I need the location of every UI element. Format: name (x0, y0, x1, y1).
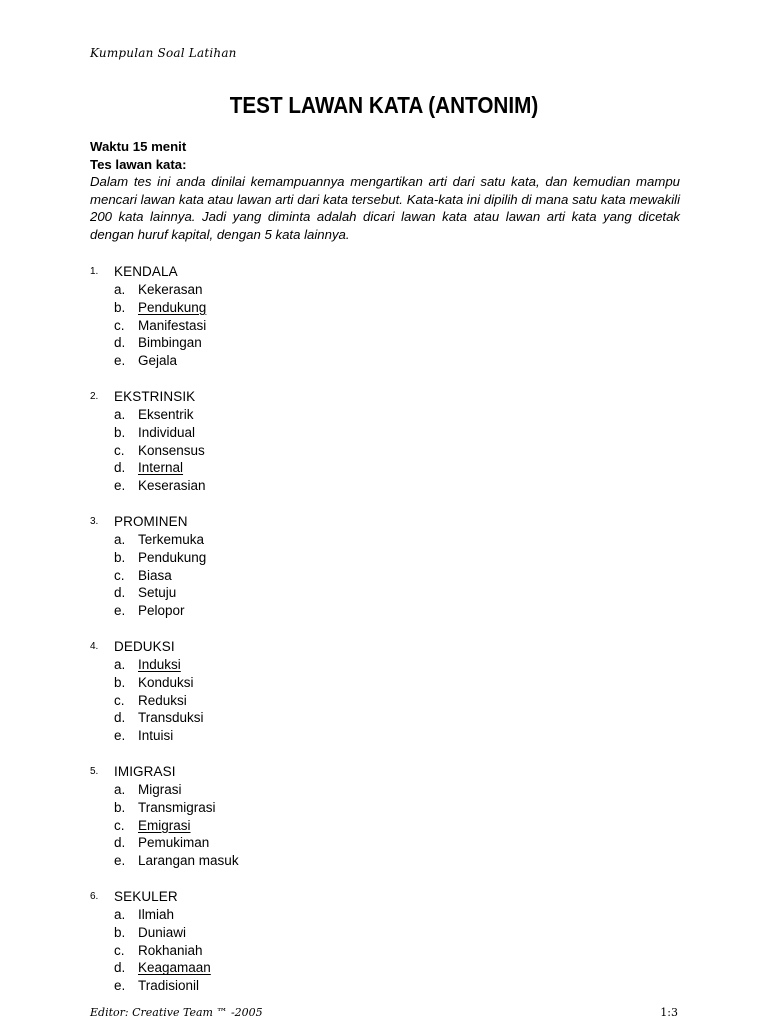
question-number: 6. (90, 890, 99, 902)
answer-option (90, 817, 690, 835)
question-word: KENDALA (114, 264, 178, 279)
answer-option (90, 334, 690, 352)
answer-option (90, 942, 690, 960)
option-text: Setuju (138, 585, 177, 601)
question-header (90, 887, 690, 906)
option-letter: a. (114, 656, 126, 672)
option-letter: a. (114, 282, 126, 297)
question-word: IMIGRASI (114, 763, 176, 779)
answer-option (90, 799, 690, 817)
option-letter: c. (114, 817, 125, 833)
option-text: Manifestasi (138, 317, 207, 333)
answer-option (90, 852, 690, 870)
option-letter: e. (114, 978, 126, 994)
option-text: Eksentrik (138, 406, 194, 422)
option-text: Intuisi (138, 728, 174, 744)
question-number: 1. (90, 266, 99, 277)
answer-option (90, 442, 690, 460)
option-text: Pendukung (138, 549, 207, 565)
question-item (90, 512, 690, 620)
answer-option (90, 424, 690, 442)
option-text: Transmigrasi (138, 799, 216, 815)
option-text-correct: Emigrasi (138, 817, 191, 833)
option-letter: b. (114, 799, 126, 815)
question-item (90, 887, 690, 995)
intro-description: Dalam tes ini anda dinilai kemampuannya mengartikan arti dari satu kata, dan kemudian mampu mencari lawan kata atau lawan arti dari kata tersebut. Kata-kata ini dipilih di mana satu kata mewakili 200 kata lainnya. Jadi yang diminta adalah dicari lawan kata atau lawan arti kata yang dicetak dengan huruf kapital, dengan 5 kata lainnya. (90, 174, 680, 242)
option-letter: d. (114, 960, 126, 976)
answer-option (90, 549, 690, 567)
option-letter: c. (114, 567, 125, 583)
question-number: 2. (90, 390, 99, 402)
option-text: Ilmiah (138, 906, 175, 922)
answer-option (90, 977, 690, 995)
answer-option (90, 531, 690, 549)
answer-option (90, 709, 690, 727)
answer-option (90, 459, 690, 477)
footer-editor: Editor: Creative Team ™ -2005 (90, 1006, 263, 1019)
answer-option (90, 674, 690, 692)
time-limit: Waktu 15 menit (90, 139, 187, 154)
option-text: Transduksi (138, 710, 204, 726)
question-number: 3. (90, 515, 99, 527)
option-letter: e. (114, 728, 126, 744)
question-item (90, 762, 690, 870)
option-text-correct: Induksi (138, 656, 181, 672)
option-text: Migrasi (138, 781, 182, 797)
option-letter: d. (114, 710, 126, 726)
question-word: EKSTRINSIK (114, 388, 196, 404)
answer-option (90, 567, 690, 585)
question-number: 5. (90, 765, 99, 777)
option-letter: a. (114, 531, 126, 547)
question-header (90, 387, 690, 406)
answer-option (90, 959, 690, 977)
option-letter: b. (114, 549, 126, 565)
question-word: SEKULER (114, 888, 178, 904)
option-letter: d. (114, 835, 126, 851)
option-text: Bimbingan (138, 335, 202, 351)
option-letter: c. (114, 942, 125, 958)
answer-option (90, 692, 690, 710)
option-letter: b. (114, 674, 126, 690)
option-letter: e. (114, 853, 126, 869)
answer-option (90, 656, 690, 674)
answer-option (90, 727, 690, 745)
page-title: TEST LAWAN KATA (ANTONIM) (229, 92, 539, 118)
question-header (90, 512, 690, 531)
option-text: Tradisionil (138, 978, 200, 994)
question-word: DEDUKSI (114, 638, 175, 654)
question-word: PROMINEN (114, 513, 188, 529)
question-list (90, 262, 690, 1012)
header-script-title: Kumpulan Soal Latihan (90, 46, 237, 60)
option-text-correct: Internal (138, 460, 184, 476)
question-header (90, 262, 690, 281)
option-text-correct: Keagamaan (138, 960, 211, 976)
question-item (90, 637, 690, 745)
option-text-correct: Pendukung (138, 299, 207, 315)
answer-option (90, 299, 690, 317)
option-text: Biasa (138, 567, 172, 583)
option-text: Individual (138, 424, 196, 440)
answer-option (90, 781, 690, 799)
answer-option (90, 477, 690, 495)
option-text: Duniawi (138, 924, 187, 940)
option-letter: c. (114, 692, 125, 708)
option-text: Kekerasan (138, 282, 203, 297)
footer-page-number: 1:3 (660, 1006, 678, 1019)
option-text: Konduksi (138, 674, 194, 690)
option-text: Gejala (138, 353, 178, 369)
answer-option (90, 924, 690, 942)
option-letter: d. (114, 585, 126, 601)
question-header (90, 637, 690, 656)
intro-section (90, 138, 680, 243)
option-letter: a. (114, 906, 126, 922)
answer-option (90, 406, 690, 424)
option-text: Rokhaniah (138, 942, 203, 958)
answer-option (90, 584, 690, 602)
option-letter: d. (114, 335, 126, 351)
option-letter: b. (114, 299, 126, 315)
option-text: Larangan masuk (138, 853, 239, 869)
option-letter: e. (114, 478, 126, 494)
option-text: Pelopor (138, 603, 185, 619)
option-text: Pemukiman (138, 835, 210, 851)
option-text: Terkemuka (138, 531, 205, 547)
answer-option (90, 602, 690, 620)
answer-option (90, 352, 690, 370)
option-text: Reduksi (138, 692, 187, 708)
question-item (90, 387, 690, 495)
option-text: Konsensus (138, 442, 205, 458)
question-item (90, 262, 690, 370)
answer-option (90, 834, 690, 852)
option-letter: c. (114, 317, 125, 333)
option-text: Keserasian (138, 478, 206, 494)
option-letter: d. (114, 460, 126, 476)
intro-subtitle: Tes lawan kata: (90, 156, 187, 172)
question-header (90, 762, 690, 781)
option-letter: e. (114, 353, 126, 369)
question-number: 4. (90, 640, 99, 652)
option-letter: a. (114, 406, 126, 422)
option-letter: c. (114, 442, 125, 458)
answer-option (90, 317, 690, 335)
option-letter: b. (114, 424, 126, 440)
option-letter: b. (114, 924, 126, 940)
answer-option (90, 281, 690, 299)
answer-option (90, 906, 690, 924)
option-letter: a. (114, 781, 126, 797)
option-letter: e. (114, 603, 126, 619)
